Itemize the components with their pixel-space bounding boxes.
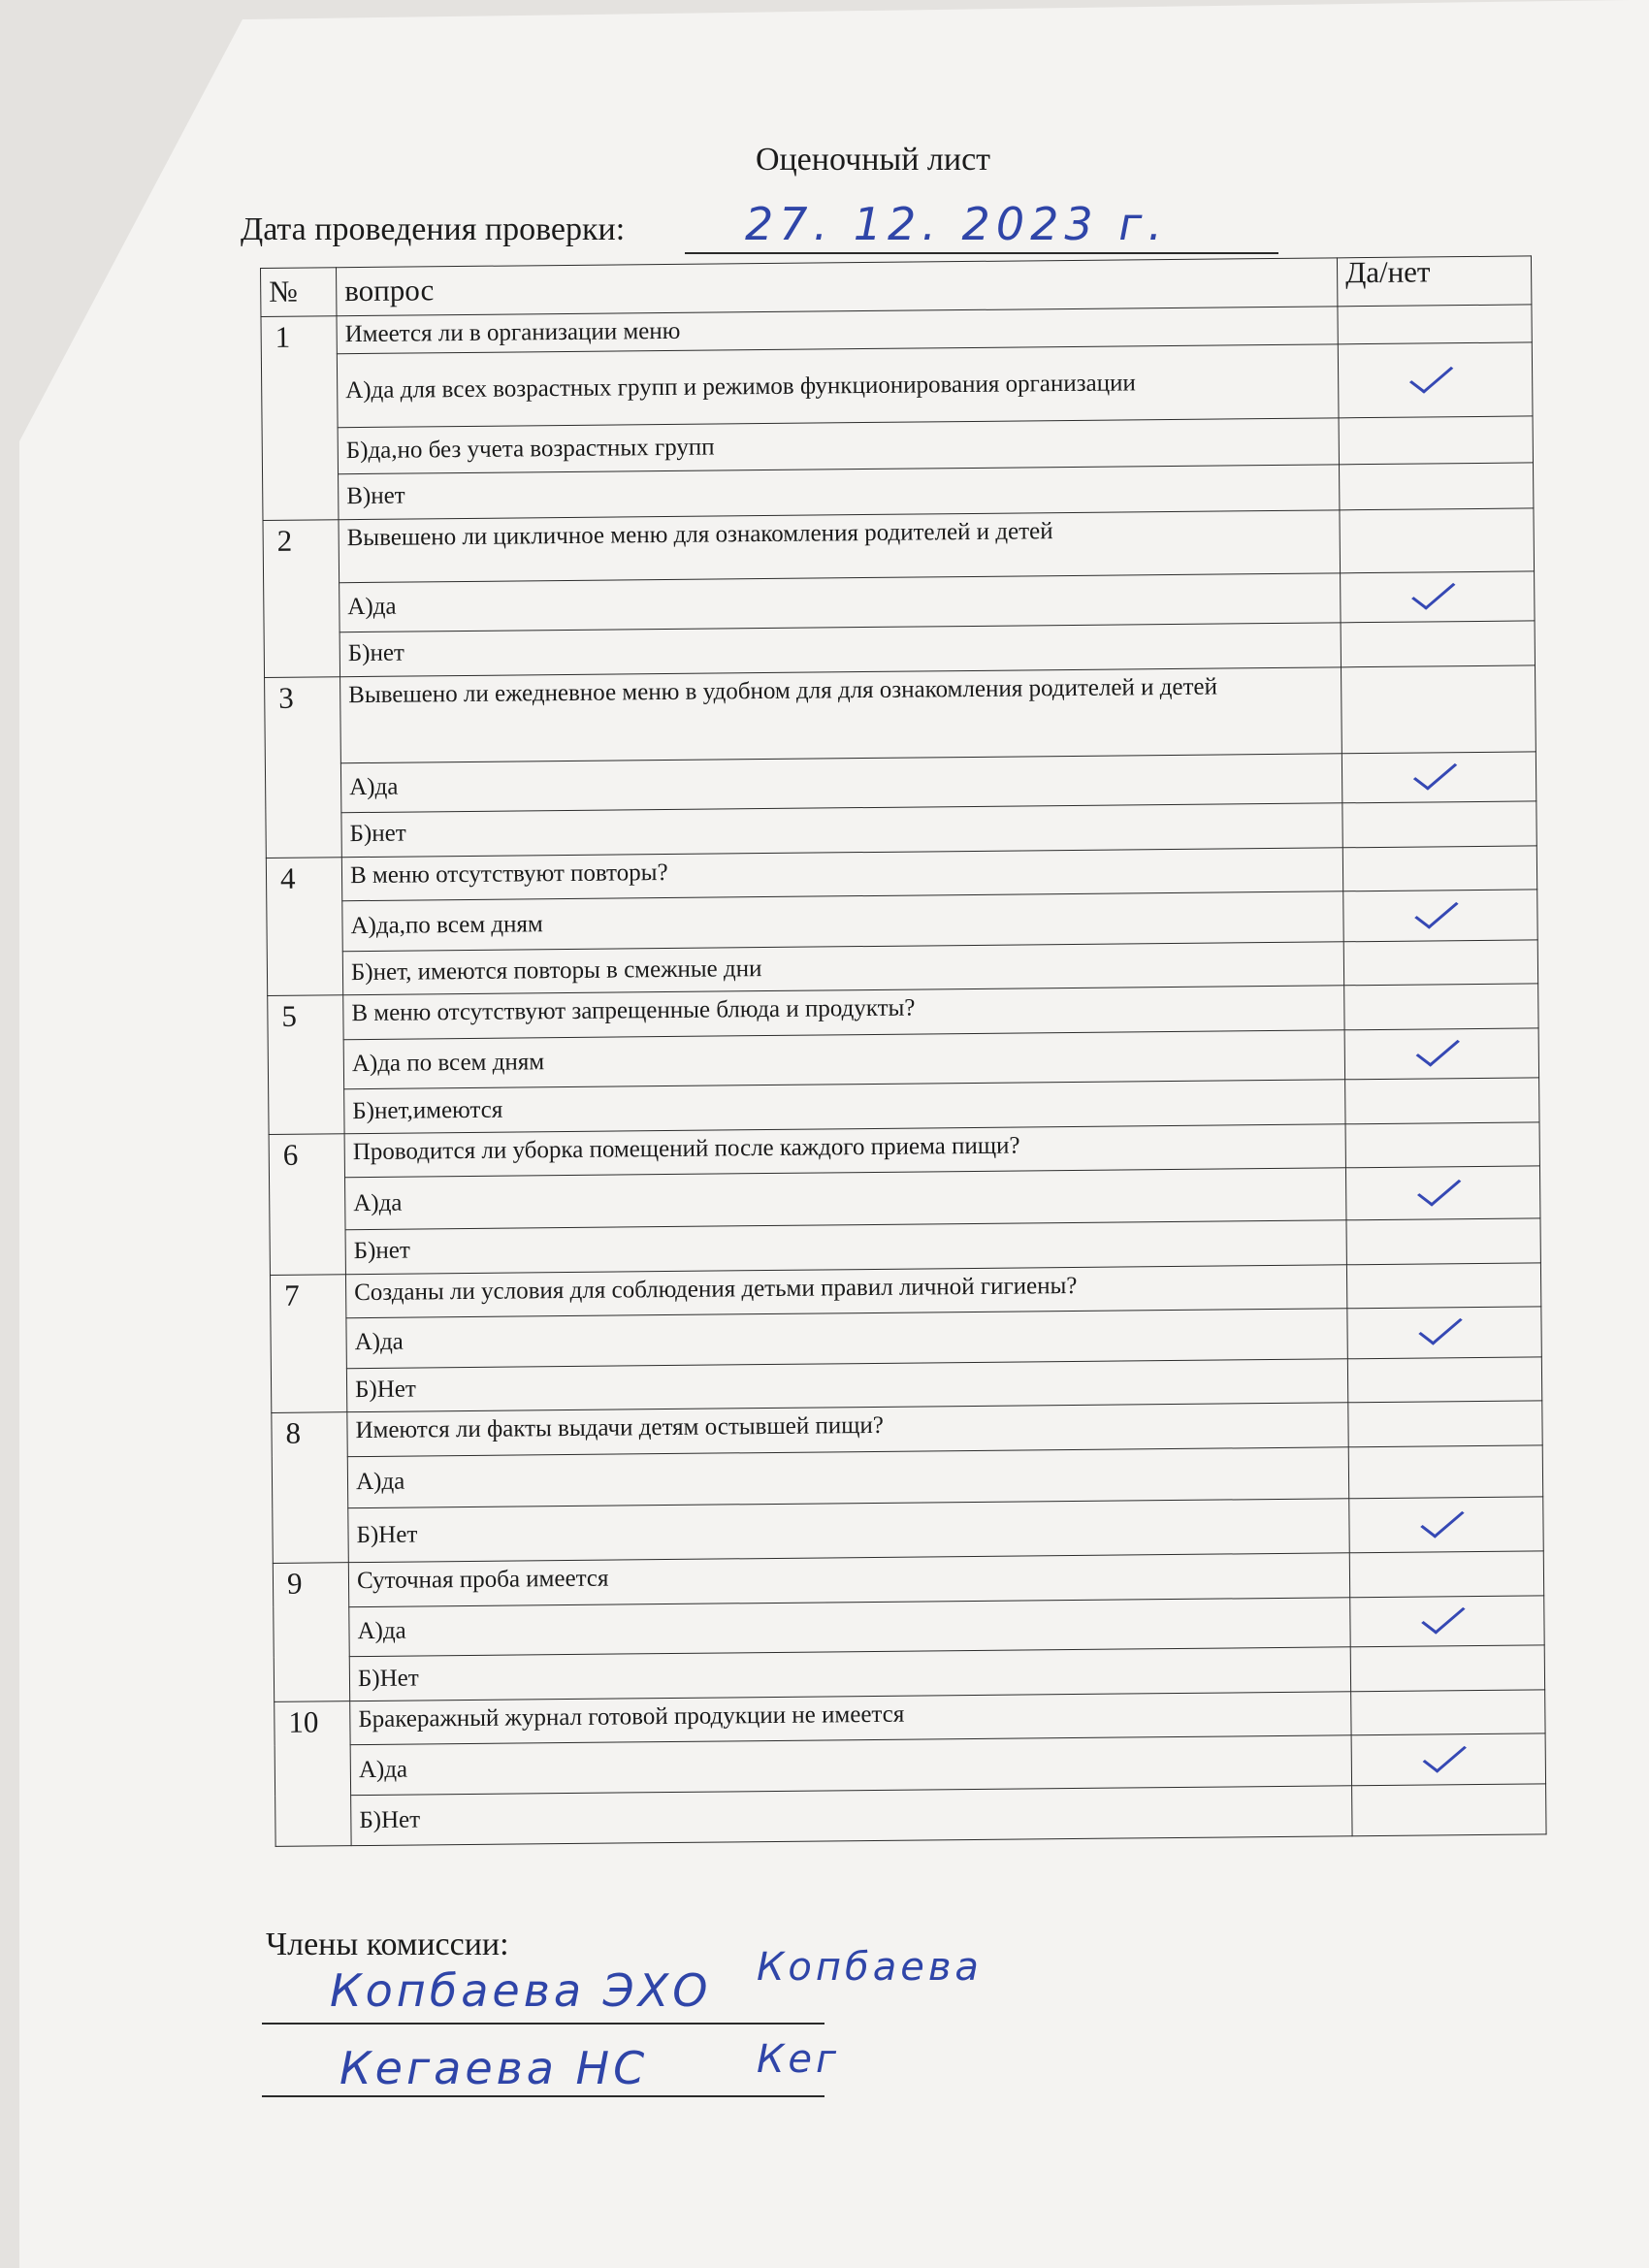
option-text: А)да [340, 572, 1341, 632]
checkmark-icon [1424, 1603, 1471, 1632]
question-text: Имеется ли в организации меню [337, 306, 1338, 353]
option-text: Б)да,но без учета возрастных групп [338, 418, 1339, 473]
question-number: 7 [270, 1274, 346, 1412]
option-mark-cell [1347, 1307, 1541, 1359]
commission-members-label: Члены комиссии: [266, 1927, 509, 1962]
question-row [265, 665, 1536, 763]
question-text: Вывешено ли ежедневное меню в удобном для для ознакомления родителей и детей [340, 666, 1342, 762]
option-text: Б)Нет [346, 1359, 1347, 1412]
question-answer-cell [1342, 665, 1536, 754]
option-mark-cell [1345, 1166, 1540, 1220]
option-text: А)да для всех возрастных групп и режимов функционирования организации [337, 344, 1339, 428]
option-text: А)да [349, 1597, 1350, 1657]
question-text: Имеются ли факты выдачи детям остывшей пищи? [347, 1403, 1348, 1456]
header-num: № [261, 268, 337, 316]
option-mark-cell [1347, 1357, 1541, 1403]
option-mark-cell [1338, 342, 1533, 418]
question-number: 3 [265, 676, 342, 858]
option-mark-cell [1346, 1218, 1540, 1264]
checkmark-icon [1414, 578, 1461, 607]
question-number: 8 [272, 1412, 348, 1564]
checkmark-icon [1411, 362, 1458, 391]
checkmark-icon [1425, 1741, 1471, 1770]
option-mark-cell [1339, 463, 1533, 510]
option-text: А)да [346, 1309, 1347, 1369]
option-mark-cell [1342, 801, 1536, 847]
option-text: А)да,по всем дням [342, 891, 1343, 952]
signature-mark-1: Копбаева [757, 1945, 983, 1990]
option-text: Б)нет [340, 623, 1341, 676]
page-title: Оценочный лист [755, 142, 991, 178]
question-number: 1 [261, 315, 339, 521]
signature-line-2 [262, 2095, 824, 2097]
header-question: вопрос [337, 258, 1338, 316]
question-text: Созданы ли условия для соблюдения детьми правил личной гигиены? [345, 1264, 1346, 1317]
question-answer-cell [1342, 846, 1536, 891]
question-answer-cell [1351, 1690, 1545, 1735]
question-answer-cell [1348, 1401, 1542, 1446]
checkmark-icon [1418, 1035, 1465, 1064]
evaluation-table-wrap [260, 255, 1546, 1847]
date-label: Дата проведения проверки: [241, 211, 626, 247]
option-mark-cell [1341, 621, 1535, 666]
question-number: 6 [269, 1134, 345, 1275]
option-text: Б)Нет [351, 1786, 1352, 1846]
option-text: В)нет [339, 465, 1340, 520]
option-mark-cell [1339, 416, 1533, 464]
option-mark-cell [1343, 940, 1537, 986]
option-mark-cell [1351, 1733, 1545, 1786]
signature-name-1: Копбаева ЭХО [330, 1964, 712, 2017]
header-answer: Да/нет [1337, 256, 1531, 307]
question-answer-cell [1338, 305, 1532, 344]
evaluation-table [260, 255, 1547, 1847]
question-text: В меню отсутствуют запрещенные блюда и продукты? [343, 986, 1344, 1039]
checkmark-icon [1415, 759, 1462, 788]
option-text: Б)Нет [348, 1499, 1349, 1563]
option-text: А)да [340, 753, 1342, 813]
option-mark-cell [1349, 1497, 1544, 1553]
question-number: 9 [273, 1563, 349, 1701]
signature-line-1 [262, 2023, 824, 2025]
question-number: 10 [275, 1701, 351, 1847]
question-answer-cell [1340, 508, 1535, 572]
question-text: Суточная проба имеется [348, 1553, 1349, 1606]
signature-name-2: Кегаева НС [340, 2042, 649, 2094]
option-row [261, 342, 1533, 429]
question-text: Проводится ли уборка помещений после каждого приема пищи? [344, 1124, 1345, 1178]
question-text: Бракеражный журнал готовой продукции не имеется [350, 1692, 1351, 1745]
date-underline [685, 252, 1278, 254]
question-number: 4 [266, 857, 342, 995]
question-number: 5 [268, 995, 344, 1134]
question-number: 2 [263, 520, 340, 677]
question-text: В меню отсутствуют повторы? [341, 848, 1342, 901]
question-answer-cell [1345, 1122, 1539, 1168]
checkmark-icon [1420, 1175, 1467, 1204]
checkmark-icon [1423, 1507, 1470, 1536]
option-mark-cell [1342, 751, 1536, 803]
option-text: Б)Нет [349, 1647, 1350, 1701]
option-text: Б)нет [341, 803, 1342, 857]
date-line [241, 198, 1169, 250]
option-text: Б)нет,имеются [344, 1080, 1345, 1133]
option-text: А)да по всем дням [343, 1030, 1344, 1090]
option-text: Б)нет, имеются повторы в смежные дни [342, 942, 1343, 995]
question-answer-cell [1349, 1551, 1543, 1597]
option-text: А)да [345, 1168, 1346, 1230]
checkmark-icon [1417, 897, 1464, 926]
checkmark-icon [1421, 1314, 1468, 1344]
option-mark-cell [1352, 1784, 1546, 1836]
option-text: А)да [350, 1735, 1351, 1796]
signature-mark-2: Кег [757, 2037, 841, 2082]
option-mark-cell [1350, 1596, 1544, 1648]
option-mark-cell [1350, 1645, 1544, 1691]
question-answer-cell [1344, 984, 1538, 1029]
option-mark-cell [1341, 570, 1535, 623]
question-text: Вывешено ли цикличное меню для ознакомления родителей и детей [339, 510, 1341, 582]
option-text: А)да [347, 1446, 1348, 1508]
option-mark-cell [1344, 1028, 1538, 1081]
option-mark-cell [1343, 890, 1537, 942]
option-mark-cell [1348, 1445, 1543, 1500]
date-handwritten-value: 27. 12. 2023 г. [745, 198, 1169, 250]
question-answer-cell [1346, 1262, 1540, 1308]
option-mark-cell [1345, 1078, 1539, 1123]
option-text: Б)нет [345, 1220, 1346, 1274]
